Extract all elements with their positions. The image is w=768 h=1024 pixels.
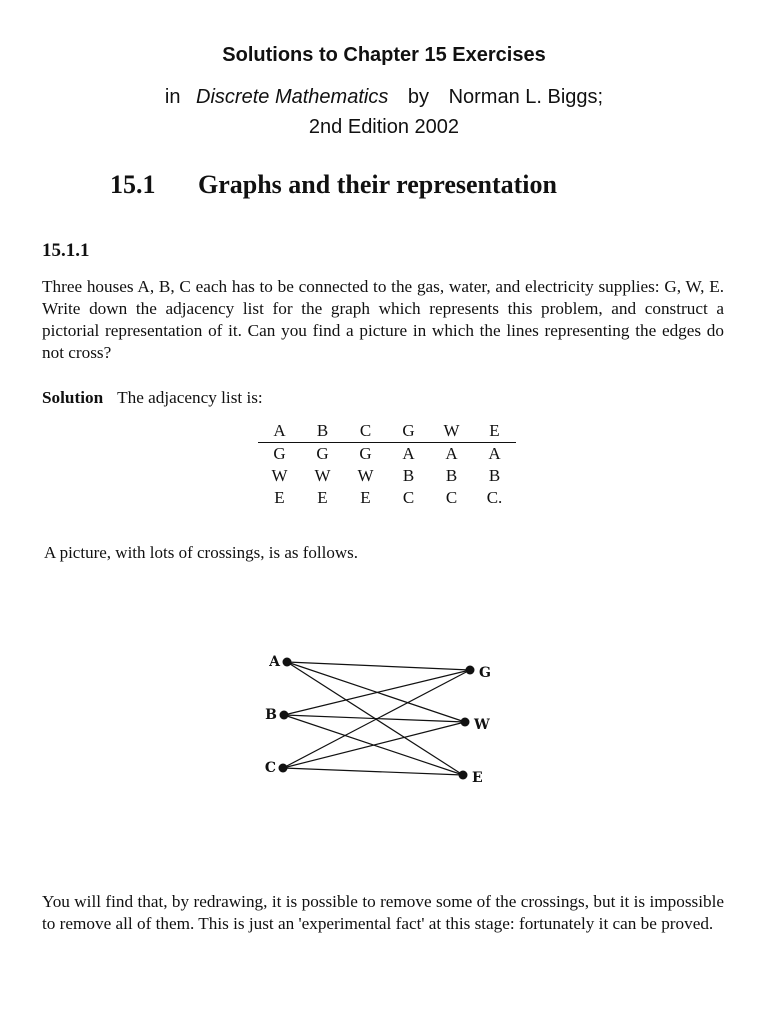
adjacency-cell: W [314,466,331,485]
section-number: 15.1 [110,170,156,199]
graph-edge-c-g [283,670,470,768]
graph-edge-c-e [283,768,463,775]
graph-node-g [466,666,475,675]
adjacency-header: B [301,420,344,443]
section-title: Graphs and their representation [198,170,557,199]
adjacency-cell: B [402,466,415,485]
adjacency-cell: B [488,466,501,485]
adjacency-cell: B [445,466,458,485]
problem-text: Three houses A, B, C each has to be connected to the gas, water, and electricity supplies: G, W, E. Write down the adjacency list for the graph which represents this problem, and construct a pictorial representation of it. Can you find a picture in which the lines representing the edges do not cross? [42,277,724,362]
graph-node-c [279,764,288,773]
adjacency-header: C [344,420,387,443]
edition: 2nd Edition 2002 [308,116,460,138]
adjacency-cell: G [359,444,372,463]
graph-node-label-b: B [265,707,277,723]
graph-node-a [283,658,292,667]
in-word: in [164,86,181,108]
solution-text: The adjacency list is: [117,388,263,407]
adjacency-header: E [473,420,516,443]
picture-intro: A picture, with lots of crossings, is as follows. [44,543,359,562]
graph-edge-a-g [287,662,470,670]
graph-node-label-g: G [479,665,491,681]
adjacency-header: W [430,420,473,443]
graph-edge-b-g [284,670,470,715]
adjacency-cell: G [316,444,329,463]
graph-node-label-a: A [269,654,280,670]
book-title: Discrete Mathematics [196,86,389,108]
by-word: by [407,86,430,108]
conclusion-text: You will find that, by redrawing, it is possible to remove some of the crossings, but it is impossible to remove all of them. This is just an 'experimental fact' at this stage: fortunately it can be proved. [42,892,724,933]
graph-node-label-c: C [264,760,276,776]
adjacency-cell: A [488,444,501,463]
adjacency-cell: C [402,488,415,507]
graph-node-label-e: E [472,770,483,786]
solution-label: Solution [42,388,104,407]
graph-node-b [280,711,289,720]
graph-edge-c-w [283,722,465,768]
document-title: Solutions to Chapter 15 Exercises [222,44,546,66]
graph-node-label-w: W [474,717,490,733]
adjacency-header: G [387,420,430,443]
adjacency-cell: C. [486,488,503,507]
adjacency-cell: E [360,488,371,507]
adjacency-cell: E [274,488,285,507]
graph-edge-b-w [284,715,465,722]
adjacency-cell: W [271,466,288,485]
adjacency-cell: A [402,444,415,463]
adjacency-cell: C [445,488,458,507]
graph-node-w [461,718,470,727]
graph-edge-a-w [287,662,465,722]
adjacency-header: A [258,420,301,443]
adjacency-cell: E [317,488,328,507]
adjacency-cell: G [273,444,286,463]
adjacency-cell: A [445,444,458,463]
adjacency-cell: W [357,466,374,485]
subsection-heading: 15.1.1 [42,240,90,261]
author-name: Norman L. Biggs; [448,86,604,108]
graph-node-e [459,771,468,780]
